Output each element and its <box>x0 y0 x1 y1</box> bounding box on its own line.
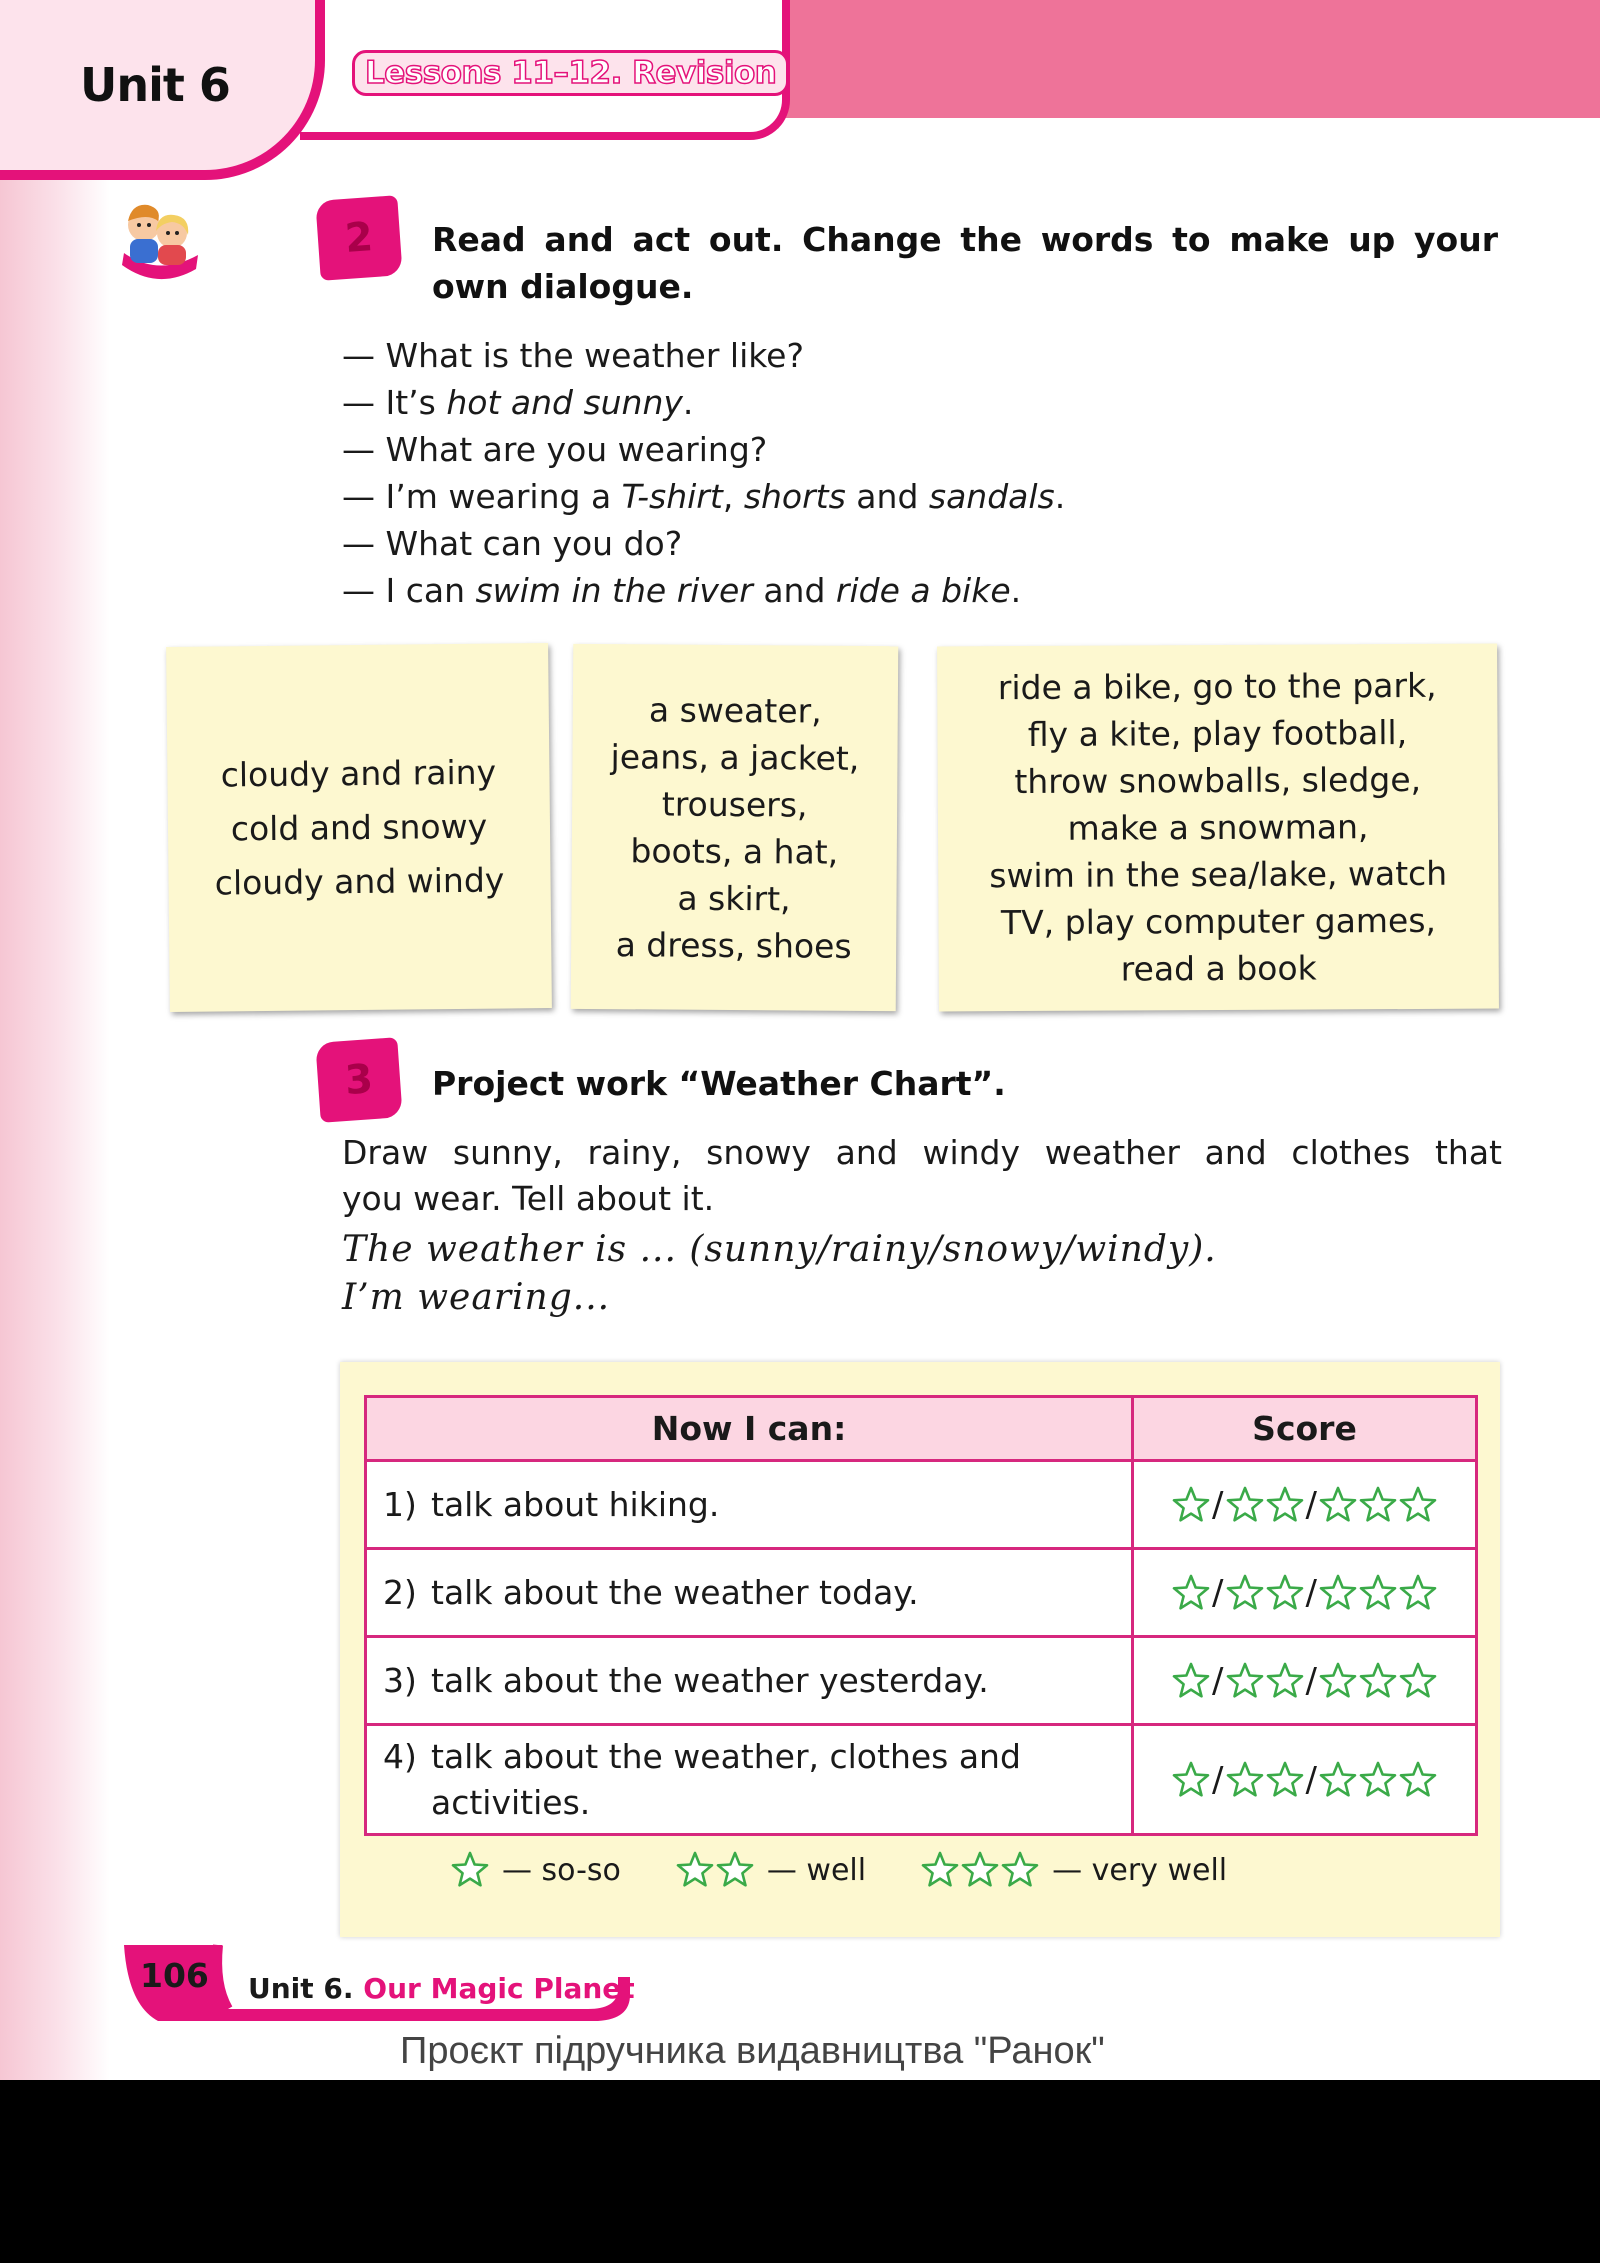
task-wrapper <box>383 1734 1115 1826</box>
dialogue-text: . <box>682 383 694 422</box>
legend-label: — very well <box>1052 1852 1228 1888</box>
dialogue-text: . <box>1010 571 1022 610</box>
card-lines <box>988 662 1448 993</box>
card-line: TV, play computer games, <box>1000 900 1437 943</box>
star-outline-icon <box>1265 1760 1305 1800</box>
star-outline-icon <box>920 1850 960 1890</box>
substitutable-phrase: hot and sunny <box>446 383 683 422</box>
exercise-number: 2 <box>343 214 375 262</box>
card-line: fly a kite, play football, <box>1027 713 1408 754</box>
word-card-activities <box>937 644 1499 1012</box>
star-outline-icon <box>1398 1760 1438 1800</box>
dialogue-text: , <box>722 477 744 516</box>
star-outline-icon <box>1225 1760 1265 1800</box>
score-separator: / <box>1212 1485 1224 1526</box>
exercise-number-badge <box>315 1037 402 1123</box>
star-outline-icon <box>1358 1661 1398 1701</box>
score-separator: / <box>1305 1485 1317 1526</box>
dialogue-line <box>342 473 1342 520</box>
card-line: a skirt, <box>677 878 791 918</box>
footer-unit-name: Our Magic Planet <box>363 1972 635 2005</box>
exercise-title-line: own dialogue. <box>432 267 694 306</box>
score-separator: / <box>1305 1760 1317 1801</box>
star-outline-icon <box>675 1850 715 1890</box>
score-separator: / <box>1305 1661 1317 1702</box>
card-line: trousers, <box>661 783 808 825</box>
footer-unit-title <box>248 1972 635 2005</box>
legend-label: — so-so <box>502 1852 621 1888</box>
star-outline-icon <box>1265 1661 1305 1701</box>
dialogue-text: — What is the weather like? <box>342 336 804 375</box>
card-line: cold and snowy <box>230 806 488 848</box>
star-outline-icon <box>1358 1485 1398 1525</box>
project-instructions <box>342 1130 1502 1322</box>
star-outline-icon <box>960 1850 1000 1890</box>
score-separator: / <box>1212 1760 1224 1801</box>
word-card-weather <box>166 643 552 1012</box>
dialogue-line <box>342 379 1342 426</box>
header-band <box>740 0 1600 118</box>
dialogue-text: — What are you wearing? <box>342 430 768 469</box>
table-row <box>366 1549 1477 1637</box>
footer-unit-prefix: Unit 6. <box>248 1972 354 2005</box>
left-margin-strip <box>0 0 110 2080</box>
exercise-number-badge <box>315 195 402 281</box>
task-wrapper <box>383 1658 1115 1704</box>
star-outline-icon <box>1000 1850 1040 1890</box>
sample-sentence: The weather is ... (sunny/rainy/snowy/windy). <box>342 1229 1217 1270</box>
task-wrapper <box>383 1482 1115 1528</box>
one-star-icon <box>450 1850 490 1890</box>
star-outline-icon <box>1171 1485 1211 1525</box>
table-row <box>366 1461 1477 1549</box>
score-cell <box>1133 1461 1477 1549</box>
star-outline-icon <box>1265 1573 1305 1613</box>
word-card-clothes <box>571 644 899 1011</box>
card-line: a dress, shoes <box>615 924 852 966</box>
dialogue-line <box>342 567 1342 614</box>
star-outline-icon <box>1265 1485 1305 1525</box>
score-cell <box>1133 1549 1477 1637</box>
task-number: 1) <box>383 1484 417 1524</box>
column-header-task: Now I can: <box>366 1397 1133 1461</box>
sample-sentence: I’m wearing... <box>342 1277 611 1318</box>
score-cell <box>1133 1637 1477 1725</box>
two-stars-icon <box>675 1850 755 1890</box>
star-outline-icon <box>1225 1661 1265 1701</box>
star-outline-icon <box>1398 1573 1438 1613</box>
legend-label: — well <box>766 1852 867 1888</box>
task-text: talk about the weather, clothes and activities. <box>431 1736 1021 1822</box>
dialogue-text: and <box>752 571 836 610</box>
star-outline-icon <box>450 1850 490 1890</box>
task-text: talk about the weather yesterday. <box>431 1660 989 1700</box>
task-wrapper <box>383 1570 1115 1616</box>
card-line: throw snowballs, sledge, <box>1014 759 1422 802</box>
star-outline-icon <box>1398 1485 1438 1525</box>
star-outline-icon <box>1318 1760 1358 1800</box>
exercise-title: Project work “Weather Chart”. <box>432 1064 1006 1103</box>
card-line: cloudy and windy <box>214 859 505 903</box>
lessons-label: Lessons 11–12. Revision <box>352 50 789 96</box>
score-separator: / <box>1212 1573 1224 1614</box>
unit-label: Unit 6 <box>80 58 230 112</box>
task-cell <box>366 1637 1133 1725</box>
task-cell <box>366 1549 1133 1637</box>
card-line: ride a bike, go to the park, <box>997 665 1437 708</box>
dialogue-text: — What can you do? <box>342 524 683 563</box>
card-line: boots, a hat, <box>630 830 839 872</box>
substitutable-phrase: T-shirt <box>621 477 723 516</box>
card-line: a sweater, <box>648 689 822 731</box>
table-row <box>366 1725 1477 1835</box>
card-lines <box>213 745 504 910</box>
exercise-number: 3 <box>343 1056 375 1104</box>
dialogue-line <box>342 332 1342 379</box>
task-text: talk about hiking. <box>431 1484 720 1524</box>
task-number: 2) <box>383 1572 417 1612</box>
pair-work-icon <box>118 195 200 283</box>
substitutable-phrase: shorts <box>743 477 846 516</box>
task-cell <box>366 1461 1133 1549</box>
score-separator: / <box>1305 1573 1317 1614</box>
dialogue-text: — I can <box>342 571 476 610</box>
legend-item-so-so <box>450 1850 621 1890</box>
star-outline-icon <box>1171 1661 1211 1701</box>
exercise-title <box>432 216 1498 310</box>
card-lines <box>609 686 860 970</box>
task-number: 4) <box>383 1736 417 1776</box>
dialogue-text: — I’m wearing a <box>342 477 622 516</box>
dialogue-text: — It’s <box>342 383 447 422</box>
column-header-score: Score <box>1133 1397 1477 1461</box>
score-legend <box>450 1850 1450 1890</box>
star-outline-icon <box>1358 1760 1398 1800</box>
legend-item-well <box>675 1850 866 1890</box>
task-text: talk about the weather today. <box>431 1572 919 1612</box>
publisher-note: Проєкт підручника видавництва "Ранок" <box>400 2030 1105 2072</box>
substitutable-phrase: ride a bike <box>835 571 1011 610</box>
dialogue-text: . <box>1054 477 1066 516</box>
card-line: cloudy and rainy <box>220 752 497 794</box>
three-stars-icon <box>920 1850 1040 1890</box>
instruction-line: you wear. Tell about it. <box>342 1179 715 1218</box>
dialogue-line <box>342 520 1342 567</box>
dialogue <box>342 332 1342 614</box>
star-outline-icon <box>1225 1573 1265 1613</box>
instruction-line: Draw sunny, rainy, snowy and windy weather and clothes that <box>342 1133 1502 1172</box>
task-number: 3) <box>383 1660 417 1700</box>
dialogue-line <box>342 426 1342 473</box>
star-outline-icon <box>1171 1573 1211 1613</box>
self-assessment-table <box>364 1395 1478 1836</box>
dialogue-text: and <box>845 477 929 516</box>
card-line: make a snowman, <box>1067 807 1369 848</box>
star-outline-icon <box>1225 1485 1265 1525</box>
star-outline-icon <box>1171 1760 1211 1800</box>
star-outline-icon <box>1318 1485 1358 1525</box>
page-number: 106 <box>140 1956 209 1995</box>
star-outline-icon <box>1318 1573 1358 1613</box>
score-separator: / <box>1212 1661 1224 1702</box>
substitutable-phrase: swim in the river <box>475 571 753 610</box>
card-line: swim in the sea/lake, watch <box>989 853 1448 896</box>
legend-item-very-well <box>920 1850 1227 1890</box>
exercise-title-line: Read and act out. Change the words to make up your <box>432 220 1498 259</box>
star-outline-icon <box>1318 1661 1358 1701</box>
table-row <box>366 1637 1477 1725</box>
substitutable-phrase: sandals <box>928 477 1055 516</box>
card-line: jeans, a jacket, <box>610 736 860 778</box>
star-outline-icon <box>715 1850 755 1890</box>
score-cell <box>1133 1725 1477 1835</box>
star-outline-icon <box>1358 1573 1398 1613</box>
card-line: read a book <box>1120 948 1317 989</box>
star-outline-icon <box>1398 1661 1438 1701</box>
task-cell <box>366 1725 1133 1835</box>
